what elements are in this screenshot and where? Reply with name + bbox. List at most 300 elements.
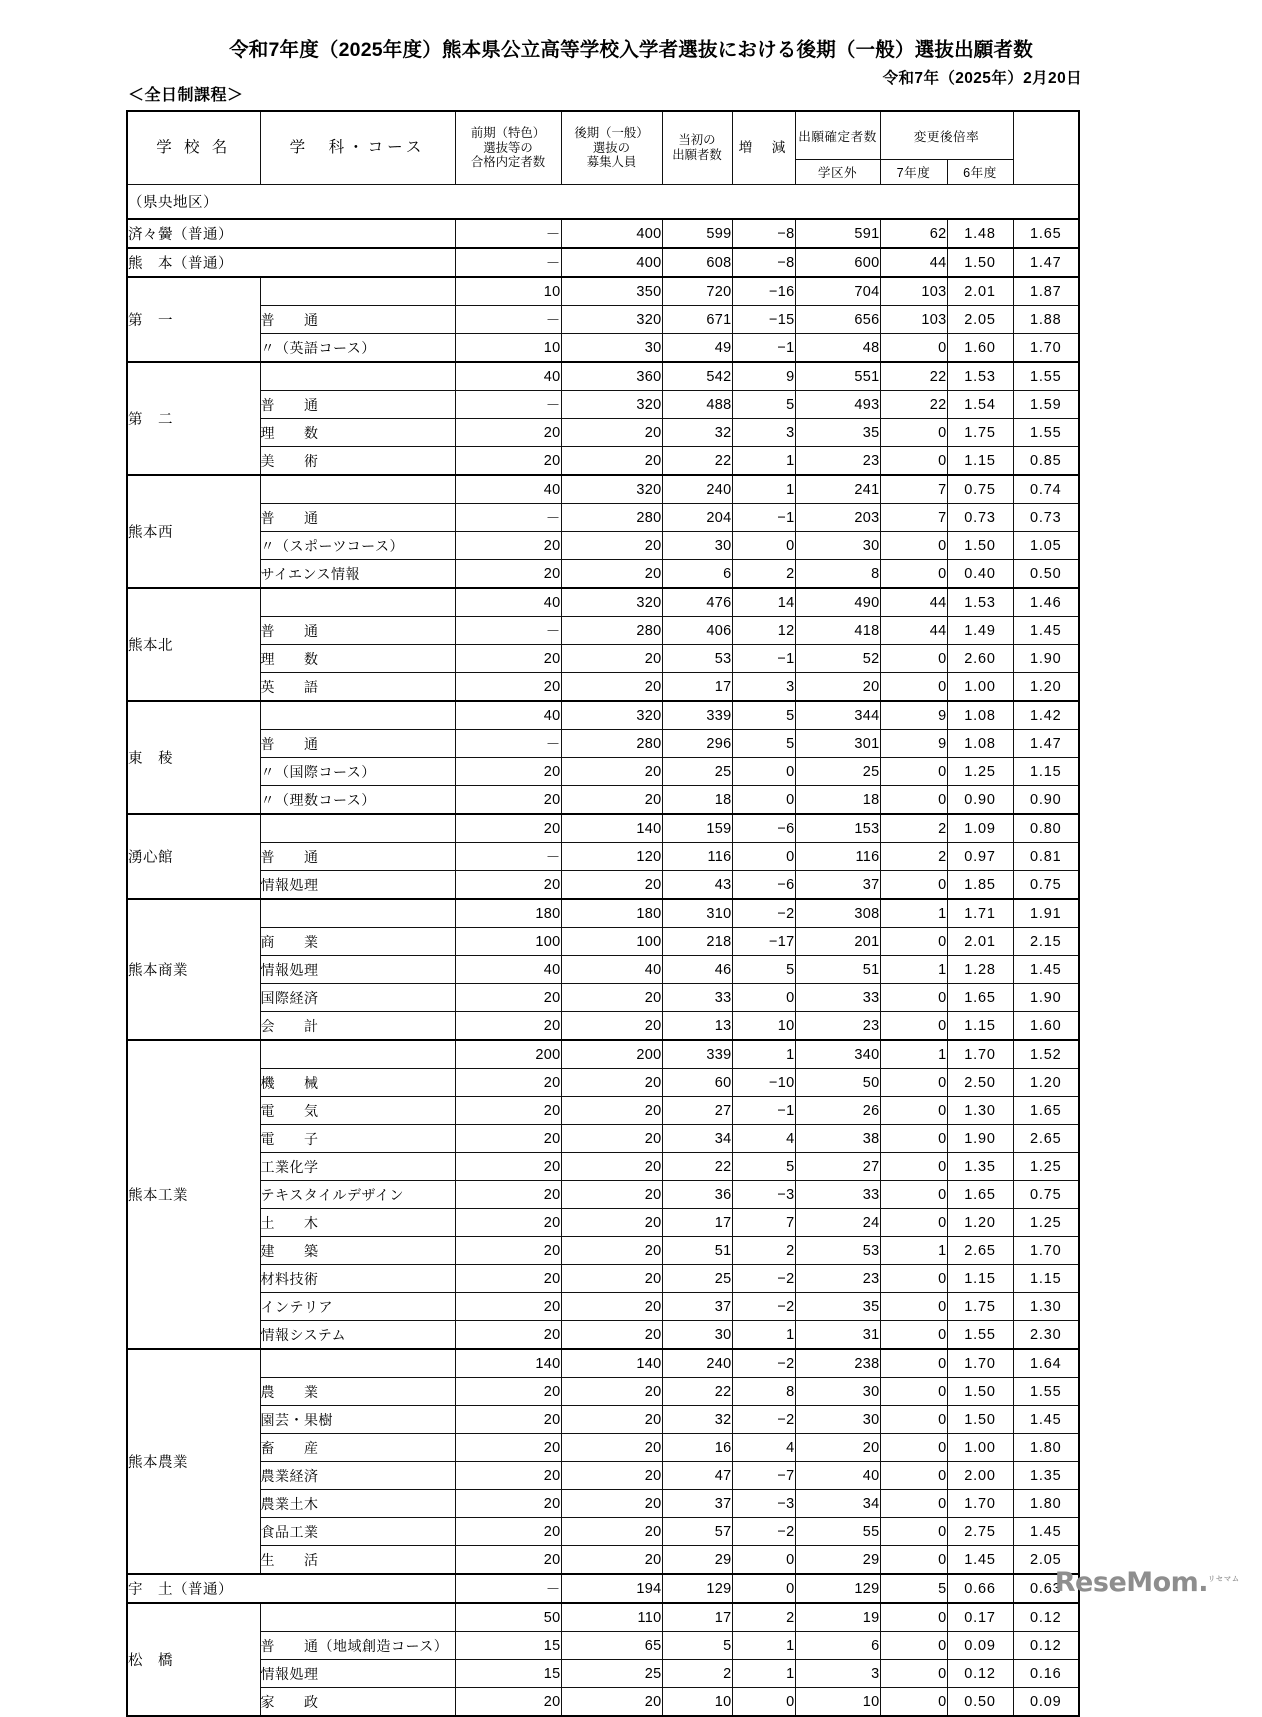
change-value: −2 [732, 1265, 795, 1293]
change-value: 3 [732, 419, 795, 447]
outside-district-value: 0 [880, 1434, 947, 1462]
confirmed-value: 53 [795, 1237, 880, 1265]
change-value: −2 [732, 899, 795, 928]
course-name: 普 通 [260, 391, 455, 419]
course-name: 食品工業 [260, 1518, 455, 1546]
zenki-value: － [455, 248, 561, 277]
outside-district-value: 7 [880, 475, 947, 504]
outside-district-value: 1 [880, 956, 947, 984]
course-name [260, 475, 455, 504]
ratio-year7: 1.70 [947, 1349, 1013, 1378]
col-header-initial-applicants [662, 111, 732, 185]
outside-district-value: 0 [880, 1688, 947, 1717]
ratio-year6: 1.55 [1013, 419, 1079, 447]
course-name [260, 277, 455, 306]
col-header-year6: 6年度 [947, 159, 1013, 184]
ratio-year6: 1.90 [1013, 645, 1079, 673]
change-value: 1 [732, 475, 795, 504]
table-row [127, 1040, 1079, 1069]
change-value: 4 [732, 1125, 795, 1153]
zenki-value: － [455, 391, 561, 419]
ratio-year7: 0.12 [947, 1660, 1013, 1688]
kouki-value: 20 [561, 1406, 662, 1434]
table-row [127, 701, 1079, 730]
ratio-year7: 1.49 [947, 617, 1013, 645]
outside-district-value: 0 [880, 1265, 947, 1293]
change-value: 7 [732, 1209, 795, 1237]
school-name: 熊本北 [127, 588, 260, 701]
ratio-year6: 2.30 [1013, 1321, 1079, 1350]
change-value: −8 [732, 248, 795, 277]
confirmed-value: 23 [795, 447, 880, 476]
kouki-value: 20 [561, 1237, 662, 1265]
course-name: 生 活 [260, 1546, 455, 1575]
ratio-year6: 1.80 [1013, 1434, 1079, 1462]
course-name: 農業土木 [260, 1490, 455, 1518]
document-date: 令和7年（2025年）2月20日 [882, 70, 1082, 87]
ratio-year7: 0.73 [947, 504, 1013, 532]
confirmed-value: 238 [795, 1349, 880, 1378]
ratio-year7: 1.25 [947, 758, 1013, 786]
zenki-value: 20 [455, 1518, 561, 1546]
ratio-year6: 1.45 [1013, 956, 1079, 984]
table-row [127, 984, 1079, 1012]
table-row [127, 786, 1079, 815]
outside-district-value: 103 [880, 277, 947, 306]
region-label: （県央地区） [127, 185, 1079, 220]
zenki-value: 15 [455, 1632, 561, 1660]
kouki-value: 400 [561, 248, 662, 277]
outside-district-value: 0 [880, 758, 947, 786]
ratio-year6: 1.52 [1013, 1040, 1079, 1069]
ratio-year6: 1.25 [1013, 1209, 1079, 1237]
confirmed-value: 418 [795, 617, 880, 645]
ratio-year6: 0.90 [1013, 786, 1079, 815]
confirmed-value: 25 [795, 758, 880, 786]
course-name: 情報システム [260, 1321, 455, 1350]
change-value: 0 [732, 786, 795, 815]
ratio-year6: 0.74 [1013, 475, 1079, 504]
course-name: 〃（国際コース） [260, 758, 455, 786]
course-name: 情報処理 [260, 871, 455, 900]
zenki-line3: 合格内定者数 [470, 155, 546, 170]
outside-district-value: 0 [880, 447, 947, 476]
ratio-year7: 0.90 [947, 786, 1013, 815]
ratio-year6: 0.80 [1013, 814, 1079, 843]
col-header-change: 増 減 [732, 111, 795, 185]
confirmed-value: 20 [795, 1434, 880, 1462]
zenki-line1: 前期（特色） [470, 126, 546, 141]
ratio-year6: 1.35 [1013, 1462, 1079, 1490]
col-header-kouki [561, 111, 662, 185]
course-name: インテリア [260, 1293, 455, 1321]
ratio-year7: 0.97 [947, 843, 1013, 871]
table-row [127, 277, 1079, 306]
initial-applicants-value: 339 [662, 701, 732, 730]
kouki-value: 20 [561, 1462, 662, 1490]
ratio-year6: 0.50 [1013, 560, 1079, 589]
outside-district-value: 0 [880, 1293, 947, 1321]
kouki-line1: 後期（一般） [574, 126, 649, 141]
ratio-year6: 1.20 [1013, 1069, 1079, 1097]
initial-applicants-value: 53 [662, 645, 732, 673]
change-value: −16 [732, 277, 795, 306]
change-value: 0 [732, 1574, 795, 1603]
ratio-year6: 1.47 [1013, 248, 1079, 277]
course-name: 畜 産 [260, 1434, 455, 1462]
outside-district-value: 7 [880, 504, 947, 532]
change-value: 1 [732, 1660, 795, 1688]
table-row [127, 1265, 1079, 1293]
outside-district-value: 0 [880, 1125, 947, 1153]
initial-applicants-value: 476 [662, 588, 732, 617]
course-name: 理 数 [260, 419, 455, 447]
table-row [127, 814, 1079, 843]
initial-applicants-value: 671 [662, 306, 732, 334]
table-row [127, 1209, 1079, 1237]
kouki-value: 20 [561, 673, 662, 702]
confirmed-value: 129 [795, 1574, 880, 1603]
table-row [127, 334, 1079, 363]
table-row [127, 1069, 1079, 1097]
course-name [260, 701, 455, 730]
confirmed-value: 6 [795, 1632, 880, 1660]
table-row [127, 1097, 1079, 1125]
initial-applicants-value: 60 [662, 1069, 732, 1097]
change-value: 2 [732, 1237, 795, 1265]
ratio-year6: 1.59 [1013, 391, 1079, 419]
course-name: 機 械 [260, 1069, 455, 1097]
initial-applicants-value: 57 [662, 1518, 732, 1546]
outside-district-value: 0 [880, 1153, 947, 1181]
outside-district-value: 2 [880, 843, 947, 871]
initial-applicants-value: 339 [662, 1040, 732, 1069]
school-name: 第 二 [127, 362, 260, 475]
confirmed-value: 29 [795, 1546, 880, 1575]
outside-district-value: 0 [880, 1603, 947, 1632]
confirmed-value: 48 [795, 334, 880, 363]
outside-district-value: 0 [880, 1097, 947, 1125]
outside-district-value: 2 [880, 814, 947, 843]
confirmed-value: 490 [795, 588, 880, 617]
table-row [127, 219, 1079, 248]
table-row [127, 617, 1079, 645]
course-name: 電 気 [260, 1097, 455, 1125]
change-value: 0 [732, 532, 795, 560]
ratio-year7: 1.09 [947, 814, 1013, 843]
zenki-value: 20 [455, 1688, 561, 1717]
ratio-year7: 1.15 [947, 1012, 1013, 1041]
ratio-year7: 1.30 [947, 1097, 1013, 1125]
initial-applicants-value: 6 [662, 560, 732, 589]
ratio-year6: 0.85 [1013, 447, 1079, 476]
header-row-1 [127, 111, 1079, 159]
ratio-year6: 1.55 [1013, 362, 1079, 391]
zenki-value: 20 [455, 1237, 561, 1265]
ratio-year7: 1.71 [947, 899, 1013, 928]
course-name: 材料技術 [260, 1265, 455, 1293]
change-value: −3 [732, 1181, 795, 1209]
ratio-year7: 2.60 [947, 645, 1013, 673]
confirmed-value: 38 [795, 1125, 880, 1153]
confirmed-value: 344 [795, 701, 880, 730]
initial-applicants-value: 37 [662, 1490, 732, 1518]
initial-applicants-value: 33 [662, 984, 732, 1012]
ratio-year7: 1.60 [947, 334, 1013, 363]
kouki-value: 20 [561, 1209, 662, 1237]
initial-applicants-value: 18 [662, 786, 732, 815]
zenki-value: 10 [455, 277, 561, 306]
zenki-value: 40 [455, 588, 561, 617]
confirmed-value: 55 [795, 1518, 880, 1546]
table-row [127, 843, 1079, 871]
change-value: 1 [732, 1321, 795, 1350]
change-value: 2 [732, 1603, 795, 1632]
initial-applicants-value: 30 [662, 1321, 732, 1350]
zenki-value: － [455, 843, 561, 871]
outside-district-value: 0 [880, 1321, 947, 1350]
ratio-year6: 1.47 [1013, 730, 1079, 758]
ratio-year7: 2.05 [947, 306, 1013, 334]
zenki-value: 20 [455, 1321, 561, 1350]
initial-applicants-value: 46 [662, 956, 732, 984]
course-name: 普 通 [260, 843, 455, 871]
table-row [127, 1603, 1079, 1632]
outside-district-value: 0 [880, 1546, 947, 1575]
change-value: 5 [732, 1153, 795, 1181]
ratio-year7: 1.28 [947, 956, 1013, 984]
ratio-year7: 0.66 [947, 1574, 1013, 1603]
school-name: 熊本西 [127, 475, 260, 588]
table-body [127, 185, 1079, 1717]
zenki-value: 15 [455, 1660, 561, 1688]
change-value: 4 [732, 1434, 795, 1462]
ratio-year6: 1.64 [1013, 1349, 1079, 1378]
ratio-year7: 0.17 [947, 1603, 1013, 1632]
outside-district-value: 22 [880, 362, 947, 391]
confirmed-value: 116 [795, 843, 880, 871]
kouki-value: 20 [561, 1265, 662, 1293]
initial-applicants-value: 599 [662, 219, 732, 248]
change-value: −2 [732, 1406, 795, 1434]
course-name: 普 通（地域創造コース） [260, 1632, 455, 1660]
change-value: 2 [732, 560, 795, 589]
change-value: 9 [732, 362, 795, 391]
table-row [127, 928, 1079, 956]
initial-applicants-value: 51 [662, 1237, 732, 1265]
change-value: −7 [732, 1462, 795, 1490]
outside-district-value: 9 [880, 730, 947, 758]
confirmed-value: 301 [795, 730, 880, 758]
change-value: −6 [732, 871, 795, 900]
confirmed-value: 308 [795, 899, 880, 928]
table-row [127, 1632, 1079, 1660]
zenki-value: 20 [455, 786, 561, 815]
confirmed-value: 24 [795, 1209, 880, 1237]
ratio-year7: 1.54 [947, 391, 1013, 419]
outside-district-value: 9 [880, 701, 947, 730]
course-name: 土 木 [260, 1209, 455, 1237]
course-name: 〃（スポーツコース） [260, 532, 455, 560]
ratio-year7: 1.50 [947, 532, 1013, 560]
initial-applicants-value: 310 [662, 899, 732, 928]
shogan-line1: 当初の [678, 133, 716, 148]
ratio-year7: 2.65 [947, 1237, 1013, 1265]
table-row [127, 1406, 1079, 1434]
kouki-line2: 選抜の [592, 140, 631, 155]
zenki-value: 20 [455, 532, 561, 560]
zenki-value: 20 [455, 1069, 561, 1097]
confirmed-value: 656 [795, 306, 880, 334]
confirmed-value: 591 [795, 219, 880, 248]
table-header [127, 111, 1079, 185]
zenki-value: 20 [455, 984, 561, 1012]
confirmed-value: 19 [795, 1603, 880, 1632]
outside-district-value: 0 [880, 1012, 947, 1041]
zenki-value: 20 [455, 560, 561, 589]
table-row [127, 1012, 1079, 1041]
confirmed-value: 551 [795, 362, 880, 391]
ratio-year7: 1.20 [947, 1209, 1013, 1237]
initial-applicants-value: 2 [662, 1660, 732, 1688]
ratio-year7: 1.08 [947, 730, 1013, 758]
kouki-value: 30 [561, 334, 662, 363]
confirmed-value: 241 [795, 475, 880, 504]
school-name: 熊本商業 [127, 899, 260, 1040]
kouki-value: 110 [561, 1603, 662, 1632]
kouki-value: 20 [561, 1293, 662, 1321]
initial-applicants-value: 608 [662, 248, 732, 277]
change-value: 0 [732, 758, 795, 786]
initial-applicants-value: 22 [662, 1378, 732, 1406]
ratio-year6: 0.63 [1013, 1574, 1079, 1603]
zenki-value: － [455, 617, 561, 645]
course-name: 普 通 [260, 504, 455, 532]
ratio-year6: 0.75 [1013, 871, 1079, 900]
change-value: −2 [732, 1293, 795, 1321]
ratio-year6: 1.45 [1013, 617, 1079, 645]
zenki-value: 20 [455, 871, 561, 900]
ratio-year6: 0.09 [1013, 1688, 1079, 1717]
zenki-value: 10 [455, 334, 561, 363]
course-name: 〃（理数コース） [260, 786, 455, 815]
confirmed-value: 30 [795, 532, 880, 560]
ratio-year7: 1.85 [947, 871, 1013, 900]
course-name [260, 588, 455, 617]
initial-applicants-value: 129 [662, 1574, 732, 1603]
ratio-year7: 0.09 [947, 1632, 1013, 1660]
ratio-year6: 1.65 [1013, 219, 1079, 248]
kouki-value: 20 [561, 1546, 662, 1575]
zenki-value: － [455, 1574, 561, 1603]
confirmed-value: 35 [795, 1293, 880, 1321]
initial-applicants-value: 43 [662, 871, 732, 900]
kouki-value: 25 [561, 1660, 662, 1688]
zenki-value: 20 [455, 673, 561, 702]
zenki-value: 100 [455, 928, 561, 956]
zenki-value: － [455, 306, 561, 334]
confirmed-value: 153 [795, 814, 880, 843]
region-row [127, 185, 1079, 220]
table-row [127, 504, 1079, 532]
initial-applicants-value: 32 [662, 419, 732, 447]
table-row [127, 730, 1079, 758]
school-name: 湧心館 [127, 814, 260, 899]
zenki-value: － [455, 730, 561, 758]
outside-district-value: 0 [880, 1209, 947, 1237]
kouki-value: 180 [561, 899, 662, 928]
ratio-year7: 1.90 [947, 1125, 1013, 1153]
col-header-outside-district: 学区外 [795, 159, 880, 184]
outside-district-value: 0 [880, 560, 947, 589]
change-value: −2 [732, 1349, 795, 1378]
kouki-value: 400 [561, 219, 662, 248]
confirmed-value: 600 [795, 248, 880, 277]
kouki-value: 360 [561, 362, 662, 391]
course-name [260, 362, 455, 391]
zenki-value: 20 [455, 447, 561, 476]
change-value: 14 [732, 588, 795, 617]
kouki-value: 40 [561, 956, 662, 984]
outside-district-value: 1 [880, 899, 947, 928]
outside-district-value: 0 [880, 1462, 947, 1490]
course-name: 電 子 [260, 1125, 455, 1153]
ratio-year6: 0.75 [1013, 1181, 1079, 1209]
table-row [127, 1434, 1079, 1462]
change-value: 0 [732, 1688, 795, 1717]
kouki-value: 280 [561, 617, 662, 645]
confirmed-value: 40 [795, 1462, 880, 1490]
initial-applicants-value: 720 [662, 277, 732, 306]
ratio-year6: 2.65 [1013, 1125, 1079, 1153]
kouki-value: 20 [561, 1321, 662, 1350]
applicants-table [126, 110, 1080, 1717]
course-name: 会 計 [260, 1012, 455, 1041]
zenki-value: 40 [455, 956, 561, 984]
table-row [127, 1660, 1079, 1688]
ratio-year6: 0.12 [1013, 1603, 1079, 1632]
zenki-value: － [455, 219, 561, 248]
kouki-value: 20 [561, 1518, 662, 1546]
kouki-value: 140 [561, 1349, 662, 1378]
course-name: 情報処理 [260, 1660, 455, 1688]
confirmed-value: 34 [795, 1490, 880, 1518]
table-row [127, 1546, 1079, 1575]
zenki-value: 20 [455, 1490, 561, 1518]
confirmed-value: 30 [795, 1406, 880, 1434]
course-name: 園芸・果樹 [260, 1406, 455, 1434]
course-name: 普 通 [260, 306, 455, 334]
kouki-value: 20 [561, 419, 662, 447]
course-name: サイエンス情報 [260, 560, 455, 589]
ratio-year7: 2.01 [947, 277, 1013, 306]
confirmed-value: 30 [795, 1378, 880, 1406]
course-name: 国際経済 [260, 984, 455, 1012]
change-value: −6 [732, 814, 795, 843]
school-name: 第 一 [127, 277, 260, 362]
zenki-value: 140 [455, 1349, 561, 1378]
school-name: 宇 土（普通） [127, 1574, 455, 1603]
kouki-value: 350 [561, 277, 662, 306]
kouki-value: 20 [561, 1069, 662, 1097]
ratio-year6: 1.46 [1013, 588, 1079, 617]
change-value: 5 [732, 391, 795, 419]
kouki-value: 20 [561, 1434, 662, 1462]
zenki-value: 20 [455, 1265, 561, 1293]
ratio-year7: 1.65 [947, 1181, 1013, 1209]
ratio-year7: 1.65 [947, 984, 1013, 1012]
kouki-value: 20 [561, 1125, 662, 1153]
